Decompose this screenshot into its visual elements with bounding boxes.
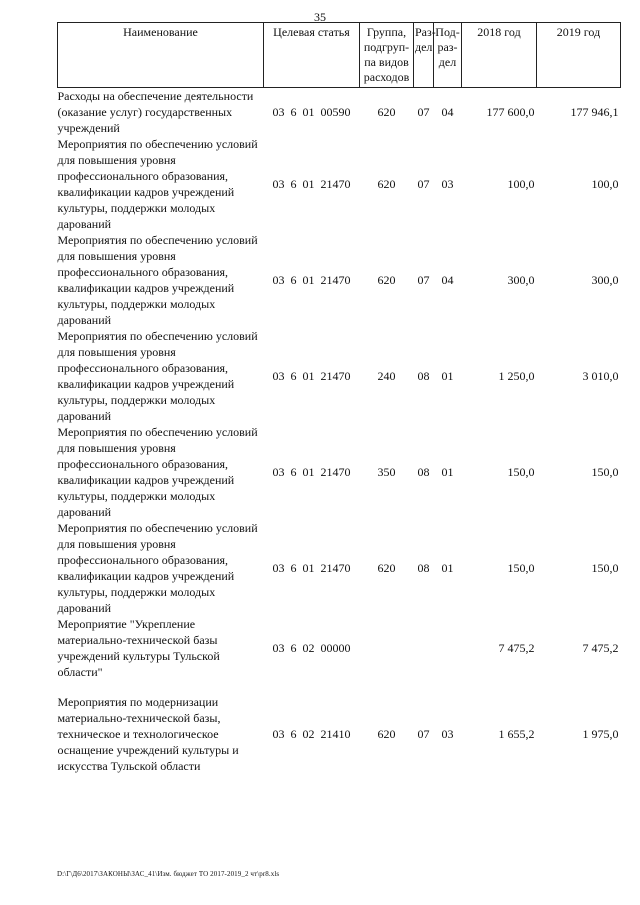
row-code: 03 6 01 21470 — [272, 369, 351, 383]
spacer-row — [58, 680, 621, 694]
row-code: 03 6 02 21410 — [272, 727, 351, 741]
row-2019: 177 946,1 — [570, 105, 619, 119]
table-row — [58, 136, 621, 232]
row-name: Мероприятие "Укрепление материально-технической базы учреждений культуры Тульской области" — [57, 617, 220, 679]
row-code: 03 6 02 00000 — [272, 641, 351, 655]
budget-table — [57, 22, 621, 774]
row-section: 07 — [417, 273, 430, 287]
row-group: 620 — [377, 105, 396, 119]
row-name: Мероприятия по обеспечению условий для повышения уровня профессионального образования, квалификации кадров учреждений культуры, поддержки молодых дарований — [57, 233, 258, 327]
row-2019: 150,0 — [591, 465, 619, 479]
table-row — [58, 520, 621, 616]
header-section: Раз-дел — [414, 23, 434, 88]
row-name: Расходы на обеспечение деятельности (оказание услуг) государственных учреждений — [57, 89, 254, 135]
row-2018: 177 600,0 — [486, 105, 535, 119]
row-group — [360, 616, 414, 680]
row-code: 03 6 01 00590 — [272, 105, 351, 119]
row-section: 08 — [417, 561, 430, 575]
row-2019: 7 475,2 — [582, 641, 619, 655]
table-row — [58, 232, 621, 328]
row-group: 620 — [377, 273, 396, 287]
row-code: 03 6 01 21470 — [272, 561, 351, 575]
row-group: 240 — [377, 369, 396, 383]
header-group: Группа, подгруп-па видов расходов — [360, 23, 414, 88]
table-row — [58, 88, 621, 137]
row-2018: 300,0 — [507, 273, 535, 287]
header-subsection: Под-раз-дел — [434, 23, 462, 88]
row-subsection: 03 — [441, 177, 454, 191]
row-2018: 7 475,2 — [498, 641, 535, 655]
row-2019: 3 010,0 — [582, 369, 619, 383]
row-name: Мероприятия по обеспечению условий для повышения уровня профессионального образования, квалификации кадров учреждений культуры, поддержки молодых дарований — [57, 521, 258, 615]
row-subsection: 01 — [441, 465, 454, 479]
row-name: Мероприятия по обеспечению условий для повышения уровня профессионального образования, квалификации кадров учреждений культуры, поддержки молодых дарований — [57, 329, 258, 423]
row-2018: 150,0 — [507, 561, 535, 575]
header-name: Наименование — [58, 23, 264, 88]
table-row — [58, 616, 621, 680]
row-name: Мероприятия по обеспечению условий для повышения уровня профессионального образования, квалификации кадров учреждений культуры, поддержки молодых дарований — [57, 137, 258, 231]
row-2018: 100,0 — [507, 177, 535, 191]
row-section: 08 — [417, 369, 430, 383]
row-group: 620 — [377, 727, 396, 741]
row-2019: 100,0 — [591, 177, 619, 191]
row-2018: 1 655,2 — [498, 727, 535, 741]
row-2018: 150,0 — [507, 465, 535, 479]
row-name: Мероприятия по модернизации материально-технической базы, техническое и технологическое оснащение учреждений культуры и искусства Тульской области — [57, 695, 239, 773]
table-row — [58, 328, 621, 424]
row-code: 03 6 01 21470 — [272, 177, 351, 191]
row-subsection: 04 — [441, 105, 454, 119]
row-subsection: 04 — [441, 273, 454, 287]
row-section — [414, 616, 434, 680]
row-section: 08 — [417, 465, 430, 479]
row-group: 620 — [377, 561, 396, 575]
header-target-article: Целевая статья — [264, 23, 360, 88]
header-2019: 2019 год — [537, 23, 621, 88]
table-row — [58, 424, 621, 520]
table-row — [58, 694, 621, 774]
row-name: Мероприятия по обеспечению условий для повышения уровня профессионального образования, квалификации кадров учреждений культуры, поддержки молодых дарований — [57, 425, 258, 519]
table-header-row — [58, 23, 621, 88]
row-subsection: 01 — [441, 369, 454, 383]
row-group: 350 — [377, 465, 396, 479]
row-subsection — [434, 616, 462, 680]
row-code: 03 6 01 21470 — [272, 465, 351, 479]
row-code: 03 6 01 21470 — [272, 273, 351, 287]
row-group: 620 — [377, 177, 396, 191]
header-2018: 2018 год — [462, 23, 537, 88]
row-2019: 1 975,0 — [582, 727, 619, 741]
row-section: 07 — [417, 105, 430, 119]
row-2019: 300,0 — [591, 273, 619, 287]
row-subsection: 01 — [441, 561, 454, 575]
row-section: 07 — [417, 177, 430, 191]
row-2018: 1 250,0 — [498, 369, 535, 383]
row-2019: 150,0 — [591, 561, 619, 575]
row-section: 07 — [417, 727, 430, 741]
page-number: 35 — [314, 10, 326, 24]
row-subsection: 03 — [441, 727, 454, 741]
footer-file-path: D:\Г\Д6\2017\ЗАКОНЫ\ЗАС_41\Изм. бюджет ТО 2017-2019_2 чт\pr8.xls — [57, 870, 280, 878]
